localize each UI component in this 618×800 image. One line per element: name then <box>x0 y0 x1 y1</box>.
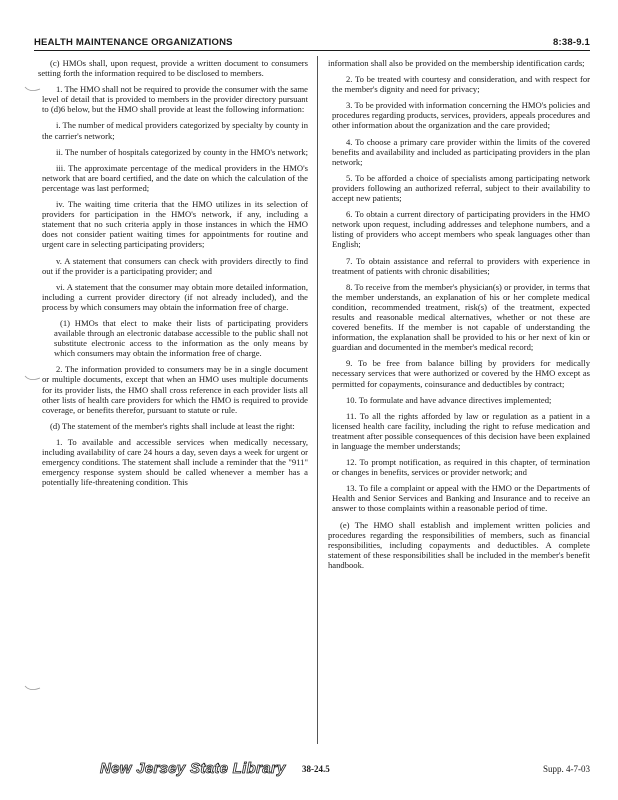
paragraph-d-13: 13. To file a complaint or appeal with the HMO or the Departments of Health and Senior Services and Banking and Insurance and to receive an answer to those complaints within a reasonable period of time. <box>332 483 590 514</box>
paragraph-d-5: 5. To be afforded a choice of specialists among participating network providers following an authorized referral, subject to their availability to accept new patients; <box>332 172 590 204</box>
paragraph-d-1: 1. To available and accessible services when medically necessary, including availability of care 24 hours a day, seven days a week for urgent or emergency conditions. The statement shall include a reminder that the "911" emergency response system should be called whenever a member has a potentially life-threatening condition. This <box>42 436 308 488</box>
paragraph-c-1-iii: iii. The approximate percentage of the medical providers in the HMO's network that are board certified, and the date on which the calculation of the percentage was last performed; <box>42 162 308 193</box>
paragraph-d-7: 7. To obtain assistance and referral to providers with experience in treatment of patients with chronic disabilities; <box>332 255 590 276</box>
library-stamp: New Jersey State Library <box>100 760 286 777</box>
margin-mark <box>24 683 42 693</box>
paragraph-c-1-v: v. A statement that consumers can check with providers directly to find out if the provider is a participating provider; and <box>42 255 308 276</box>
left-column <box>38 58 308 493</box>
paragraph-d-6: 6. To obtain a current directory of participating providers in the HMO network upon request, including addresses and telephone numbers, and a listing of providers who accept members who speak languages other than English; <box>332 209 590 250</box>
page-number: 38-24.5 <box>302 764 330 774</box>
paragraph-c-1-vi: vi. A statement that the consumer may obtain more detailed information, including a current provider directory (if not already included), and the process by which consumers may obtain the information free of charge. <box>42 281 308 312</box>
right-column <box>328 58 590 576</box>
paragraph-d-9: 9. To be free from balance billing by providers for medically necessary services that were authorized or covered by the HMO except as permitted for copayments, coinsurance and deductibles by contract; <box>332 358 590 389</box>
section-number: 8:38-9.1 <box>553 37 590 48</box>
column-divider <box>317 56 318 744</box>
header-rule <box>34 50 590 51</box>
paragraph-d-4: 4. To choose a primary care provider within the limits of the covered benefits and availability and included as participating providers in the plan network; <box>332 136 590 167</box>
page-footer <box>34 760 590 782</box>
paragraph-d-12: 12. To prompt notification, as required in this chapter, of termination or changes in benefits, services or provider network; and <box>332 457 590 478</box>
paragraph-e: (e) The HMO shall establish and implement written policies and procedures regarding the responsibilities of members, such as financial responsibilities, including copayments and deductibles. A complete statement of these responsibilities shall be included in the member's benefit handbook. <box>328 519 590 570</box>
paragraph-c: (c) HMOs shall, upon request, provide a written document to consumers setting forth the information required to be disclosed to members. <box>38 58 308 79</box>
paragraph-c-1: 1. The HMO shall not be required to provide the consumer with the same level of detail that is provided to members in the provider directory pursuant to (d)6 below, but the HMO shall provide at least the following information: <box>42 84 308 115</box>
paragraph-c-1-vi-1: (1) HMOs that elect to make their lists of participating providers available through an electronic database accessible to the public shall not substitute electronic access to the information as the only means by which consumers may obtain the information free of charge. <box>54 317 308 359</box>
paragraph-d-11: 11. To all the rights afforded by law or regulation as a patient in a licensed health care facility, including the right to refuse medication and treatment after possible consequences of this decision have been explained in language the member understands; <box>332 410 590 451</box>
paragraph-d-1-cont: information shall also be provided on the membership identification cards; <box>328 58 585 68</box>
running-header <box>34 30 590 48</box>
paragraph-d-10: 10. To formulate and have advance directives implemented; <box>346 394 552 405</box>
paragraph-c-1-ii: ii. The number of hospitals categorized by county in the HMO's network; <box>56 146 308 157</box>
paragraph-d-8: 8. To receive from the member's physician(s) or provider, in terms that the member understands, an explanation of his or her complete medical condition, recommended treatment, risk(s) of the treatment, expected results and reasonable medical alternatives, whether or not these are covered benefits. If the member is not capable of understanding the information, the explanation shall be provided to his or her next of kin or guardian and documented in the member's medical record; <box>332 281 590 353</box>
paragraph-d: (d) The statement of the member's rights shall include at least the right: <box>50 420 295 431</box>
paragraph-c-1-i: i. The number of medical providers categorized by specialty by county in the carrier's network; <box>42 120 308 141</box>
paragraph-c-2: 2. The information provided to consumers may be in a single document or multiple documents, except that when an HMO uses multiple documents for its provider lists, the HMO shall cross reference in each provider lists all other lists of health care providers for which the HMO is required to provide coverage, or benefits therefor, pursuant to statute or rule. <box>42 364 308 415</box>
supplement-date: Supp. 4-7-03 <box>543 764 590 774</box>
paragraph-c-1-iv: iv. The waiting time criteria that the HMO utilizes in its selection of providers for participation in the HMO's network, if any, including a statement that no such criteria apply in those instances in which the HMO does not consider patient waiting times for appointments for routine and urgent care in selecting participating providers; <box>42 199 308 250</box>
paragraph-d-3: 3. To be provided with information concerning the HMO's policies and procedures regarding products, services, providers, appeals procedures and other information about the organization and the care provided; <box>332 100 590 131</box>
paragraph-d-2: 2. To be treated with courtesy and consideration, and with respect for the member's dignity and need for privacy; <box>332 74 590 95</box>
chapter-title: HEALTH MAINTENANCE ORGANIZATIONS <box>34 37 233 48</box>
